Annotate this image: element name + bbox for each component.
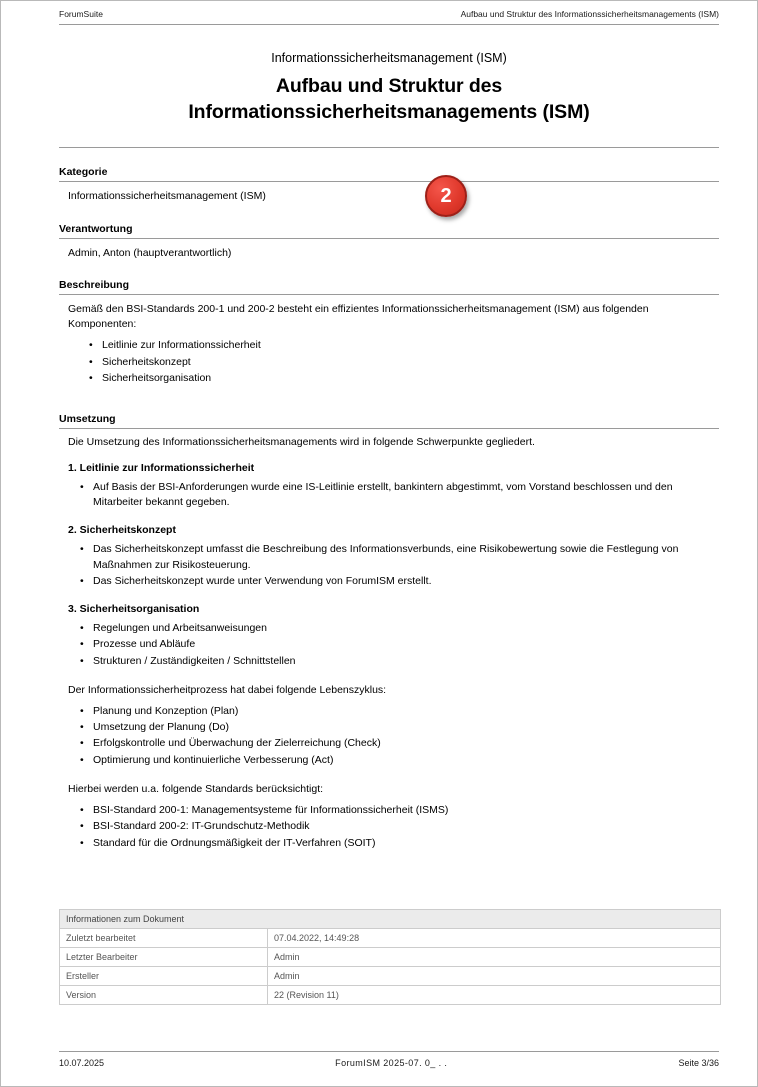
list-item: • Erfolgskontrolle und Überwachung der Zielerreichung (Check) — [93, 736, 719, 751]
beschreibung-bullet-list — [68, 338, 719, 386]
list-item: • Das Sicherheitskonzept umfasst die Beschreibung des Informationsverbunds, eine Risikobewertung sowie die Festlegung von Maßnahmen zur Risikosteuerung. — [93, 542, 719, 572]
lifecycle-intro: Der Informationssicherheitprozess hat dabei folgende Lebenszyklus: — [68, 683, 387, 696]
page-title — [59, 74, 719, 125]
running-header — [59, 9, 719, 25]
umsetzung-sub3-heading: 3. Sicherheitsorganisation — [68, 603, 200, 616]
docinfo-label: Ersteller — [60, 967, 268, 986]
table-row — [60, 929, 721, 948]
footer-product: ForumISM 2025-07. 0_ . . — [335, 1058, 448, 1068]
title-divider — [59, 147, 719, 148]
section-kategorie-value: Informationssicherheitsmanagement (ISM) — [68, 190, 266, 203]
table-row — [60, 948, 721, 967]
list-item: • Auf Basis der BSI-Anforderungen wurde eine IS-Leitlinie erstellt, bankintern abgestimmt, vom Vorstand beschlossen und den Mitarbeiter bekannt gegeben. — [93, 480, 719, 510]
list-item: • Planung und Konzeption (Plan) — [93, 704, 719, 719]
list-item: • BSI-Standard 200-2: IT-Grundschutz-Methodik — [93, 819, 719, 834]
umsetzung-sub2-bullets — [59, 542, 719, 589]
document-supertitle: Informationssicherheitsmanagement (ISM) — [271, 51, 507, 65]
standards-bullets — [59, 803, 719, 851]
annotation-badge-2: 2 — [425, 175, 467, 217]
umsetzung-intro: Die Umsetzung des Informationssicherheitsmanagements wird in folgende Schwerpunkte gegliedert. — [68, 436, 535, 448]
list-item: • Optimierung und kontinuierliche Verbesserung (Act) — [93, 753, 719, 768]
docinfo-value: Admin — [268, 948, 721, 967]
list-item: • Regelungen und Arbeitsanweisungen — [93, 621, 719, 636]
docinfo-label: Letzter Bearbeiter — [60, 948, 268, 967]
section-kategorie — [59, 166, 719, 204]
section-umsetzung — [59, 413, 719, 851]
list-item: • Das Sicherheitskonzept wurde unter Verwendung von ForumISM erstellt. — [93, 574, 719, 589]
section-verantwortung-heading: Verantwortung — [59, 223, 719, 239]
footer-date: 10.07.2025 — [59, 1058, 105, 1068]
header-left-text: ForumSuite — [59, 9, 103, 19]
section-beschreibung-body — [59, 295, 719, 386]
footer-page-number: Seite 3/36 — [678, 1058, 719, 1068]
umsetzung-sub1-heading: 1. Leitlinie zur Informationssicherheit — [68, 462, 255, 474]
section-kategorie-heading: Kategorie — [59, 166, 719, 182]
document-info-table — [59, 909, 721, 1005]
page-title-line2: Informationssicherheitsmanagements (ISM) — [188, 100, 590, 123]
umsetzung-sub2-heading: 2. Sicherheitskonzept — [68, 524, 176, 537]
section-beschreibung-heading: Beschreibung — [59, 279, 719, 295]
list-item: • Standard für die Ordnungsmäßigkeit der IT-Verfahren (SOIT) — [93, 836, 719, 851]
page-title-line1: Aufbau und Struktur des — [275, 75, 503, 97]
header-right-text: Aufbau und Struktur des Informationssicherheitsmanagements (ISM) — [460, 9, 719, 19]
section-verantwortung — [59, 223, 719, 261]
list-item: • Umsetzung der Planung (Do) — [93, 720, 719, 735]
list-item: • Prozesse und Abläufe — [93, 637, 719, 652]
list-item: • BSI-Standard 200-1: Managementsysteme für Informationssicherheit (ISMS) — [93, 803, 719, 818]
umsetzung-sub1-bullets — [59, 480, 719, 510]
list-item: • Sicherheitskonzept — [102, 355, 719, 370]
section-umsetzung-heading: Umsetzung — [59, 413, 719, 429]
page-footer — [59, 1051, 719, 1068]
docinfo-value: 07.04.2022, 14:49:28 — [268, 929, 721, 948]
list-item: • Strukturen / Zuständigkeiten / Schnittstellen — [93, 654, 719, 669]
docinfo-label: Zuletzt bearbeitet — [60, 929, 268, 948]
docinfo-value: Admin — [268, 967, 721, 986]
list-item: • Sicherheitsorganisation — [102, 371, 719, 386]
table-row — [60, 986, 721, 1005]
umsetzung-sub3-bullets — [59, 621, 719, 669]
beschreibung-intro: Gemäß den BSI-Standards 200-1 und 200-2 besteht ein effizientes Informationssicherheitsmanagement (ISM) aus folgenden Komponenten: — [68, 302, 649, 331]
docinfo-value: 22 (Revision 11) — [268, 986, 721, 1005]
document-info-caption: Informationen zum Dokument — [60, 910, 721, 929]
lifecycle-bullets — [59, 704, 719, 768]
section-beschreibung — [59, 279, 719, 386]
title-block — [59, 51, 719, 125]
docinfo-label: Version — [60, 986, 268, 1005]
section-verantwortung-value: Admin, Anton (hauptverantwortlich) — [68, 246, 232, 259]
table-row-caption — [60, 910, 721, 929]
table-row — [60, 967, 721, 986]
list-item: • Leitlinie zur Informationssicherheit — [102, 338, 719, 353]
standards-intro: Hierbei werden u.a. folgende Standards berücksichtigt: — [68, 782, 324, 795]
